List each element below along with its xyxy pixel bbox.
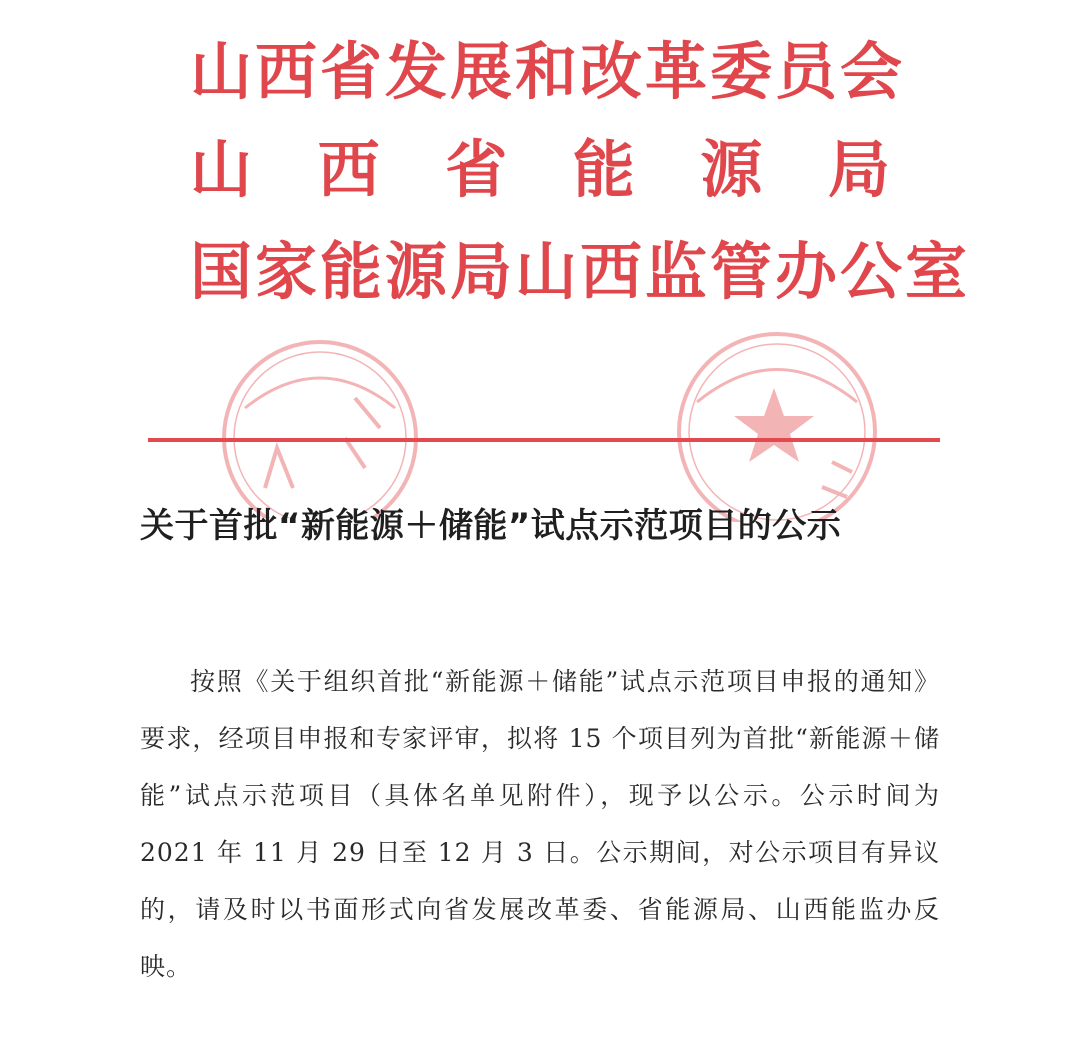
official-seal-left bbox=[205, 338, 435, 518]
issuer-char: 山 bbox=[190, 133, 253, 206]
issuer-char: 西 bbox=[317, 133, 380, 206]
document-body-paragraph: 按照《关于组织首批“新能源＋储能”试点示范项目申报的通知》要求，经项目申报和专家评审，拟将 15 个项目列为首批“新能源＋储能”试点示范项目（具体名单见附件），现予以公示。公示时间为 2021 年 11 月 29 日至 12 月 3 日。公示期间，对公示项目有异议的，请及时以书面形式向省发展改革委、省能源局、山西能监办反映。 bbox=[140, 667, 940, 981]
issuer-char: 省 bbox=[445, 133, 508, 206]
issuer-line-nea-shanxi-office: 国家能源局山西监管办公室 bbox=[190, 235, 971, 308]
issuer-line-development-reform-commission: 山西省发展和改革委员会 bbox=[190, 35, 906, 108]
issuer-char: 源 bbox=[700, 133, 763, 206]
seal-star-icon bbox=[734, 388, 814, 462]
issuer-char: 能 bbox=[572, 133, 635, 206]
header-red-rule bbox=[148, 438, 940, 442]
document-title: 关于首批“新能源＋储能”试点示范项目的公示 bbox=[140, 506, 842, 546]
official-seal-right bbox=[662, 322, 892, 522]
issuer-char: 局 bbox=[827, 133, 890, 206]
issuer-line-energy-bureau bbox=[190, 130, 890, 210]
